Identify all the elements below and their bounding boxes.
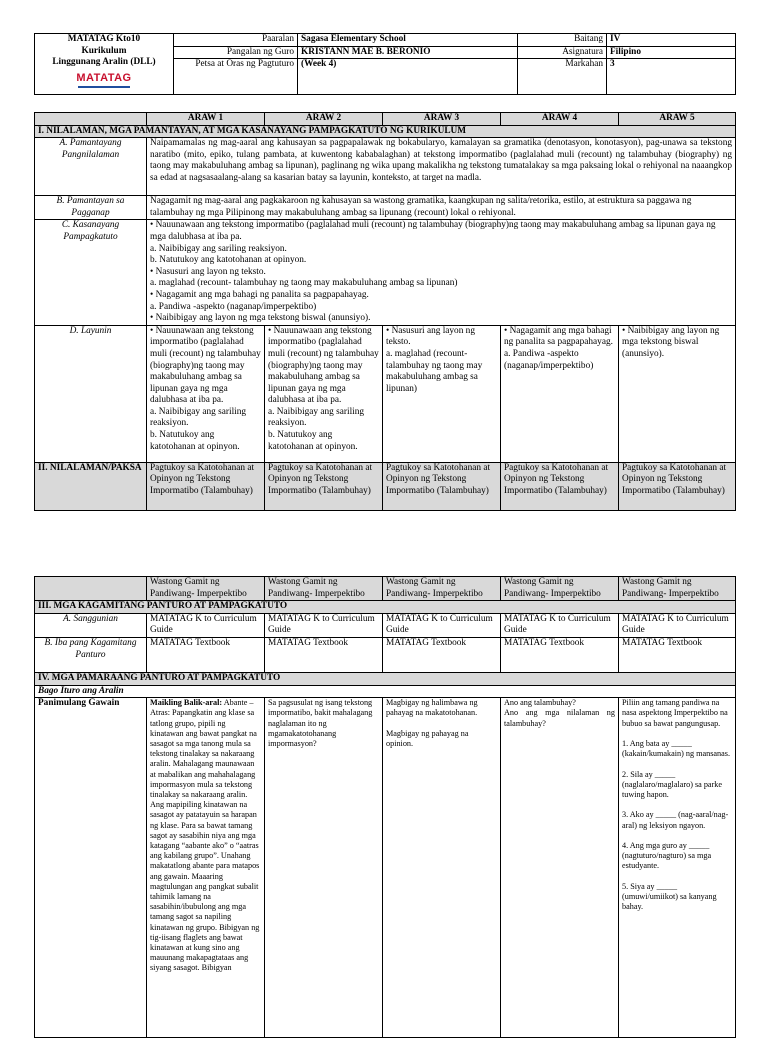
- sub-heading-bago-ituro: Bago Ituro ang Aralin: [35, 685, 736, 698]
- layunin-day-3: • Nasusuri ang layon ng teksto. a. maglahad (recount- talambuhay ng taong may makabuluhang ambag sa lipunan): [383, 325, 501, 462]
- label-iba-pang-kagamitan: B. Iba pang Kagamitang Panturo: [35, 637, 147, 672]
- label-layunin: D. Layunin: [35, 325, 147, 462]
- day-header-5: ARAW 5: [619, 113, 736, 126]
- kagamitan-day-4: MATATAG Textbook: [501, 637, 619, 672]
- section-1-heading: I. NILALAMAN, MGA PAMANTAYAN, AT MGA KASANAYANG PAMPAGKATUTO NG KURIKULUM: [35, 125, 736, 138]
- value-baitang: IV: [607, 34, 736, 47]
- kagamitan-day-2: MATATAG Textbook: [265, 637, 383, 672]
- value-asignatura: Filipino: [607, 46, 736, 59]
- label-paaralan: Paaralan: [174, 34, 298, 47]
- gawain-day-1: [147, 698, 265, 1038]
- paksa-day-2: Pagtukoy sa Katotohanan at Opinyon ng Tekstong Impormatibo (Talambuhay): [265, 462, 383, 510]
- gawain-day-4: Ano ang talambuhay? Ano ang mga nilalaman ng talambuhay?: [501, 698, 619, 1038]
- topic-day-3: Wastong Gamit ng Pandiwang- Imperpektibo: [383, 577, 501, 601]
- lesson-table-1: [34, 112, 736, 511]
- day-header-2: ARAW 2: [265, 113, 383, 126]
- label-baitang: Baitang: [518, 34, 607, 47]
- sanggunian-day-2: MATATAG K to Curriculum Guide: [265, 613, 383, 637]
- value-guro: KRISTANN MAE B. BERONIO: [298, 46, 518, 59]
- kagamitan-day-3: MATATAG Textbook: [383, 637, 501, 672]
- value-paaralan: Sagasa Elementary School: [298, 34, 518, 47]
- balik-aral-title: Maikling Balik-aral:: [150, 698, 223, 708]
- topic-day-5: Wastong Gamit ng Pandiwang- Imperpektibo: [619, 577, 736, 601]
- layunin-day-1: • Nauunawaan ang tekstong impormatibo (paglalahad muli (recount) ng talambuhay (biography)ng taong may makabuluhang ambag sa lipunan gaya ng mga dalubhasa at iba pa. a. Naibibigay ang sariling reaksiyon. b. Natutukoy ang katotohanan at opinyon.: [147, 325, 265, 462]
- paksa-day-3: Pagtukoy sa Katotohanan at Opinyon ng Tekstong Impormatibo (Talambuhay): [383, 462, 501, 510]
- paksa-day-4: Pagtukoy sa Katotohanan at Opinyon ng Tekstong Impormatibo (Talambuhay): [501, 462, 619, 510]
- sanggunian-day-4: MATATAG K to Curriculum Guide: [501, 613, 619, 637]
- sanggunian-day-1: MATATAG K to Curriculum Guide: [147, 613, 265, 637]
- label-pamantayan-pagganap: B. Pamantayan sa Pagganap: [35, 196, 147, 220]
- gawain-day-3: Magbigay ng halimbawa ng pahayag na makatotohanan. Magbigay ng pahayag na opinion.: [383, 698, 501, 1038]
- topic-day-4: Wastong Gamit ng Pandiwang- Imperpektibo: [501, 577, 619, 601]
- lesson-table-2: [34, 576, 736, 1038]
- header-title-line-3: Linggunang Aralin (DLL): [52, 57, 156, 68]
- label-pamantayang-pangnilalaman: A. Pamantayang Pangnilalaman: [35, 138, 147, 196]
- sanggunian-day-3: MATATAG K to Curriculum Guide: [383, 613, 501, 637]
- header-title-cell: [35, 34, 174, 95]
- day-header-1: ARAW 1: [147, 113, 265, 126]
- text-kasanayang-pampagkatuto: • Nauunawaan ang tekstong impormatibo (paglalahad muli (recount) ng talambuhay (biography)ng taong may makabuluhang ambag sa lipunan gaya ng mga dalubhasa at iba pa. a. Naibibigay ang sariling reaksiyon. b. Natutukoy ang katotohanan at opinyon. • Nasusuri ang layon ng teksto. a. maglahad (recount- talambuhay ng taong may makabuluhang ambag sa lipunan) • Nagagamit ang mga bahagi ng panalita sa pagpapahayag. a. Pandiwa -aspekto (naganap/imperpektibo) • Naibibigay ang layon ng mga tekstong biswal (anunsiyo).: [147, 220, 736, 325]
- value-markahan: 3: [607, 59, 736, 95]
- gawain-day-5: Piliin ang tamang pandiwa na nasa aspektong Imperpektibo na bubuo sa bawat pangungusap. 1. Ang bata ay _____ (kakain/kumakain) ng mansanas. 2. Sila ay _____ (naglalaro/maglalaro) sa parke tuwing hapon. 3. Ako ay _____ (nag-aaral/nag-aral) ng leksiyon ngayon. 4. Ang mga guro ay _____ (nagtuturo/nagturo) sa mga estudyante. 5. Siya ay _____ (umuwi/umiikot) sa kanyang bahay.: [619, 698, 736, 1038]
- kagamitan-day-1: MATATAG Textbook: [147, 637, 265, 672]
- kagamitan-day-5: MATATAG Textbook: [619, 637, 736, 672]
- label-nilalaman-paksa: II. NILALAMAN/PAKSA: [35, 462, 147, 510]
- day-header-3: ARAW 3: [383, 113, 501, 126]
- topic-day-2: Wastong Gamit ng Pandiwang- Imperpektibo: [265, 577, 383, 601]
- label-petsa: Petsa at Oras ng Pagtuturo: [174, 59, 298, 95]
- matatag-logo-text: MATATAG: [76, 71, 132, 84]
- layunin-day-5: • Naibibigay ang layon ng mga tekstong biswal (anunsiyo).: [619, 325, 736, 462]
- paksa-day-1: Pagtukoy sa Katotohanan at Opinyon ng Tekstong Impormatibo (Talambuhay): [147, 462, 265, 510]
- header-title-line-2: Kurikulum: [81, 45, 127, 56]
- section-4-heading: IV. MGA PAMARAANG PANTURO AT PAMPAGKATUTO: [35, 672, 736, 685]
- label-panimulang-gawain: Panimulang Gawain: [35, 698, 147, 1038]
- gawain-day-2: Sa pagsusulat ng isang tekstong impormatibo, bakit mahalagang naglalaman ito ng mgamakatotohanang impormasyon?: [265, 698, 383, 1038]
- days-corner-cell: [35, 113, 147, 126]
- sanggunian-day-5: MATATAG K to Curriculum Guide: [619, 613, 736, 637]
- text-pamantayang-pangnilalaman: Naipamamalas ng mag-aaral ang kahusayan sa pagpapalawak ng bokabularyo, kamalayan sa gramatika (denotasyon, konotasyon), pag-unawa sa tekstong naratibo (mito, epiko, tulang pambata, at kuwentong kababalaghan) at tekstong impormatibo (paglalahad muli (recount) ng talambuhay (biography) ng taong may makabuluhang ambag sa lipunan), paglinang ng wika upang makalikha ng tekstong tumatalakay sa mga paksaing lokal o rehiyonal na naaangkop sa edad at nagsasaalang-alang sa kasarian batay sa layunin, konteksto, at target na madla.: [147, 138, 736, 196]
- matatag-logo: [38, 73, 170, 90]
- label-guro: Pangalan ng Guro: [174, 46, 298, 59]
- header-title-line-1: MATATAG Kto10: [67, 34, 141, 44]
- logo-underline-icon: [78, 85, 130, 89]
- layunin-day-4: • Nagagamit ang mga bahagi ng panalita sa pagpapahayag. a. Pandiwa -aspekto (naganap/imperpektibo): [501, 325, 619, 462]
- layunin-day-2: • Nauunawaan ang tekstong impormatibo (paglalahad muli (recount) ng talambuhay (biography)ng taong may makabuluhang ambag sa lipunan gaya ng mga dalubhasa at iba pa. a. Naibibigay ang sariling reaksiyon. b. Natutukoy ang katotohanan at opinyon.: [265, 325, 383, 462]
- text-pamantayan-pagganap: Nagagamit ng mag-aaral ang pagkakaroon ng kahusayan sa wastong gramatika, kaangkupan ng salita/retorika, estilo, at estruktura sa paggawa ng talambuhay ng mga Pilipinong may makabuluhang ambag sa lipunang (recount) lokal o rehiyonal.: [147, 196, 736, 220]
- topic-day-1: Wastong Gamit ng Pandiwang- Imperpektibo: [147, 577, 265, 601]
- paksa-day-5: Pagtukoy sa Katotohanan at Opinyon ng Tekstong Impormatibo (Talambuhay): [619, 462, 736, 510]
- day-header-4: ARAW 4: [501, 113, 619, 126]
- topic-corner-cell: [35, 577, 147, 601]
- label-markahan: Markahan: [518, 59, 607, 95]
- balik-aral-text: Abante – Atras: Papangkatin ang klase sa tatlong grupo, pipili ng kinatawan ang bawat pangkat na sasagot sa mga tanong mula sa tekstong tinalakay sa nakaraang aralin. Mahalagang maunawaan at mabalikan ang mahahalagang impormasyon mula sa tekstong tinalakay sa nakaraang aralin. Ang mapipiling kinatawan na sasagot ay patatayuin sa harapan ng klase. Para sa bawat tamang sagot ay sasabihin niya ang mga katagang “aabante ako” o “aatras ang kabilang grupo”. Unahang makatatlong abante para matapos ang gawain. Maaaring magtulungan ang pangkat subalit tahimik lamang na sasabihin/ibubulong ang mga tamang sagot sa napiling kinatawan ng grupo. Bibigyan ng tig-iisang flaglets ang bawat kinatawan at kung sino ang mauunang makapagtataas ang siyang sasagot. Bibigyan: [150, 698, 260, 973]
- label-kasanayang-pampagkatuto: C. Kasanayang Pampagkatuto: [35, 220, 147, 325]
- label-asignatura: Asignatura: [518, 46, 607, 59]
- section-3-heading: III. MGA KAGAMITANG PANTURO AT PAMPAGKATUTO: [35, 601, 736, 614]
- value-petsa: (Week 4): [298, 59, 518, 95]
- label-sanggunian: A. Sanggunian: [35, 613, 147, 637]
- header-table: [34, 33, 736, 95]
